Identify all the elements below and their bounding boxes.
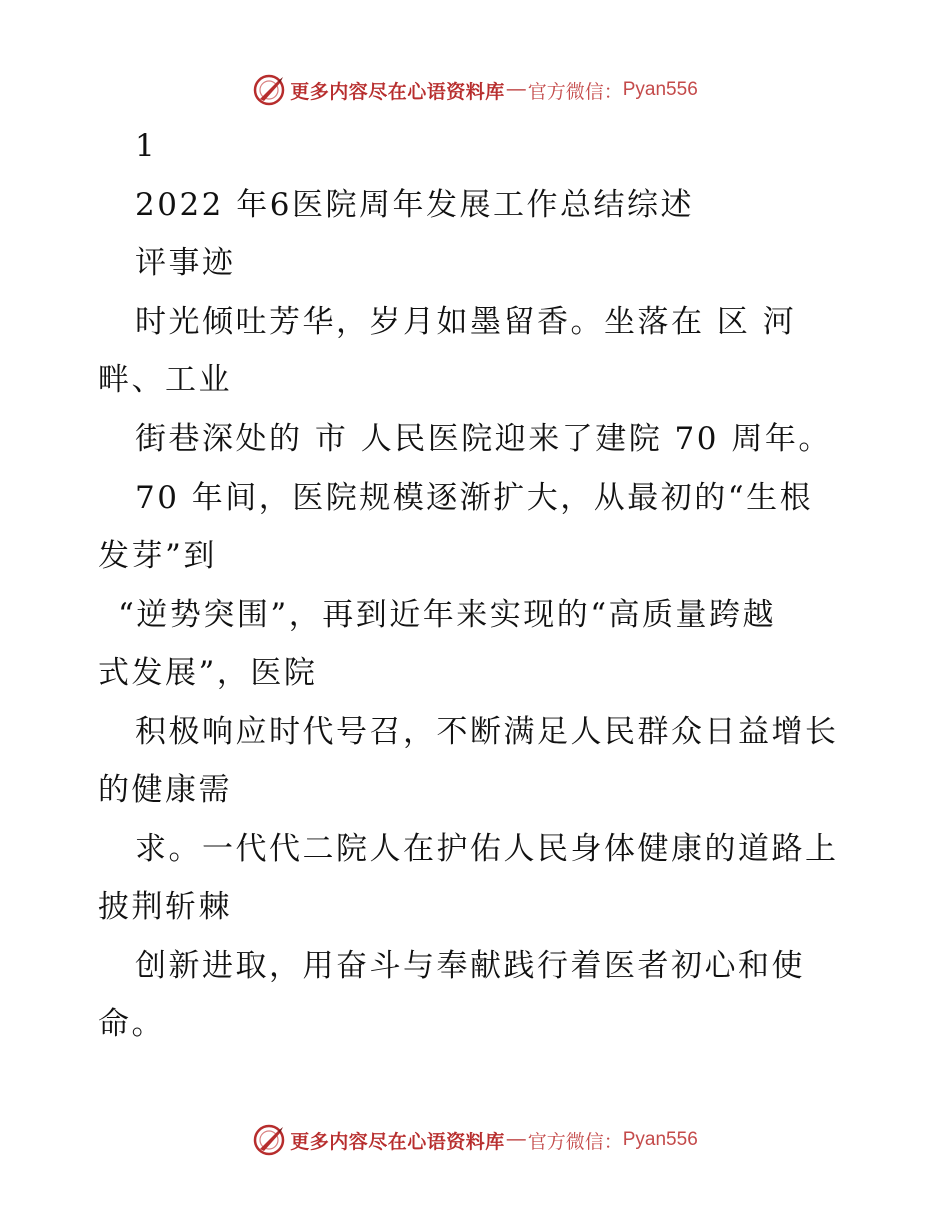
text-line: 街巷深处的 市 人民医院迎来了建院 70 周年。 [135,421,832,457]
text-line: 时光倾吐芳华，岁月如墨留香。坐落在 区 河 [135,304,797,340]
text-line: 披荆斩棘 [98,889,232,925]
text-line: 70 年间，医院规模逐渐扩大，从最初的“生根 [135,480,814,516]
text-line: 命。 [98,1006,165,1042]
quill-logo-icon [252,1123,286,1157]
watermark-separator: — [506,79,526,100]
document-title: 2022 年6医院周年发展工作总结综述 [135,187,694,223]
text-line: 评事迹 [135,245,236,281]
page-number: 1 [135,128,158,164]
watermark-wechat-label: 官方微信： [527,80,623,103]
watermark-separator: — [506,1129,526,1150]
text-line: 求。一代代二院人在护佑人民身体健康的道路上 [135,831,839,867]
footer-watermark [0,1120,950,1160]
text-line: “逆势突围”，再到近年来实现的“高质量跨越 [118,597,777,633]
text-line: 的健康需 [98,772,232,808]
text-line: 畔、工业 [98,362,232,398]
text-line: 发芽”到 [98,538,217,574]
watermark-wechat-id: Pyan556 [622,79,698,100]
watermark-wechat-label: 官方微信： [527,1130,623,1153]
watermark-title: 更多内容尽在心语资料库 [290,80,505,103]
text-line: 创新进取，用奋斗与奉献践行着医者初心和使 [135,948,805,984]
watermark-title: 更多内容尽在心语资料库 [290,1130,505,1153]
watermark-wechat-id: Pyan556 [622,1129,698,1150]
text-line: 式发展”，医院 [98,655,318,691]
text-line: 积极响应时代号召，不断满足人民群众日益增长 [135,714,839,750]
